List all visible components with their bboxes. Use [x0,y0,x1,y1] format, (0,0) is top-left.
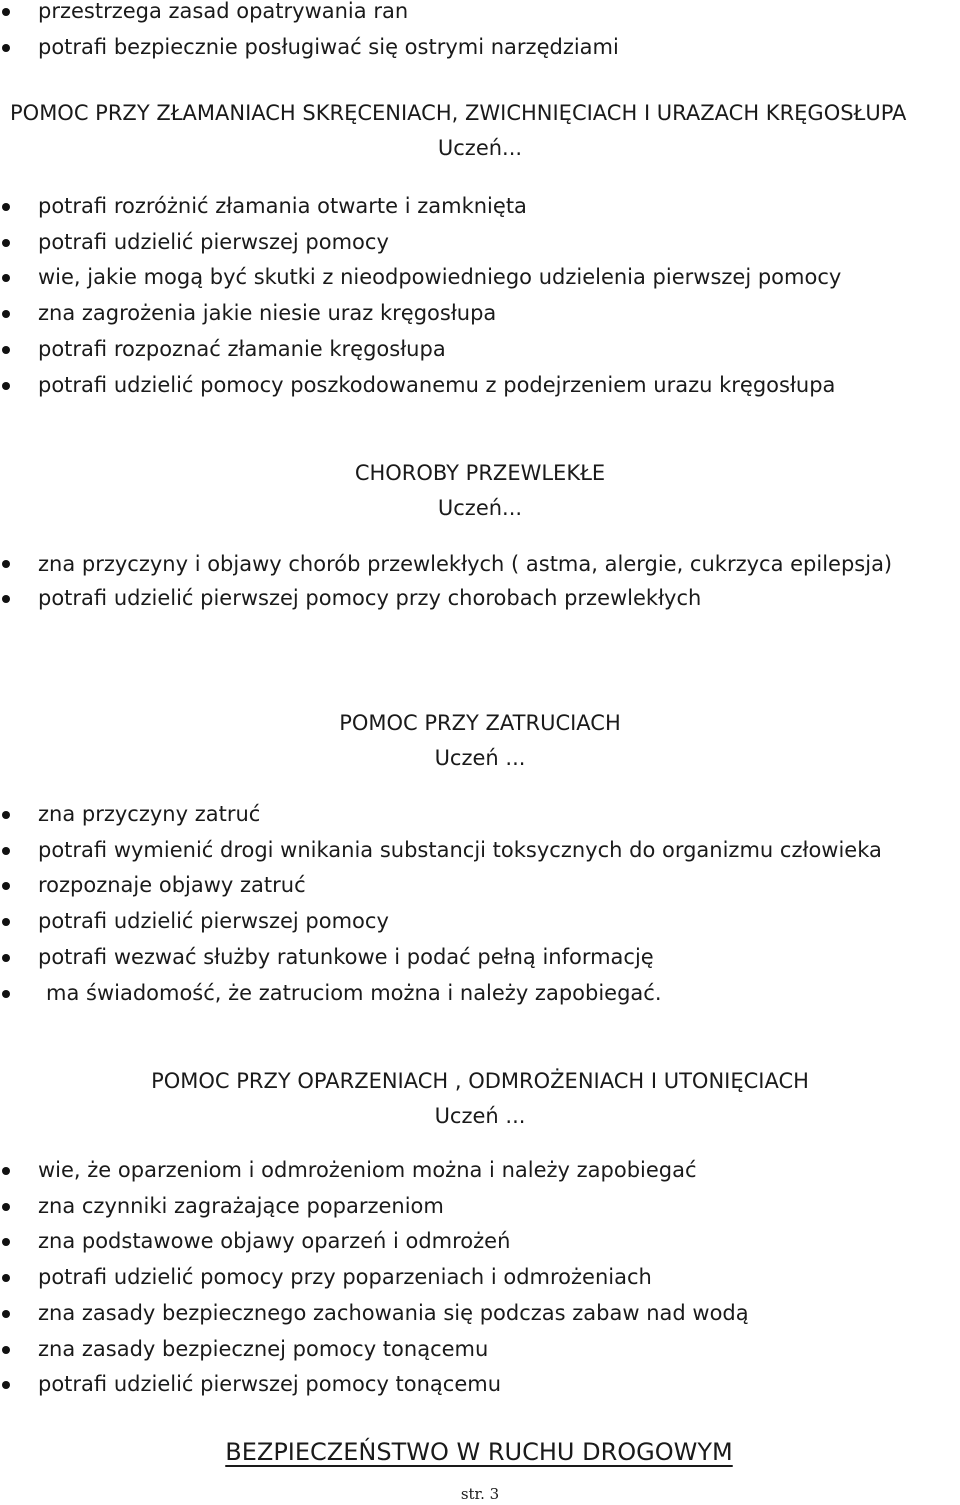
section-subheading: Uczeń ... [434,746,526,770]
list-item: przestrzega zasad opatrywania ran [0,0,958,30]
list-item: zna zasady bezpiecznego zachowania się podczas zabaw nad wodą [0,1296,958,1332]
section-heading-text: BEZPIECZEŃSTWO W RUCHU DROGOWYM [225,1438,733,1466]
list-item-text: ma świadomość, że zatruciom można i należy zapobiegać. [46,980,662,1005]
list-item: rozpoznaje objawy zatruć [0,868,958,904]
list-item: potrafi udzielić pomocy poszkodowanemu z podejrzeniem urazu kręgosłupa [0,368,958,404]
list-item: potrafi wezwać służby ratunkowe i podać pełną informację [0,940,958,976]
section-subheading: Uczeń... [437,136,523,160]
list-item [0,976,958,1012]
section-heading-fractures: POMOC PRZY ZŁAMANIACH SKRĘCENIACH, ZWICHNIĘCIACH I URAZACH KRĘGOSŁUPA [10,101,907,125]
fractures-list [0,189,958,403]
section-subheading: Uczeń ... [434,1104,526,1128]
burns-list [0,1153,958,1403]
section-heading-burns: POMOC PRZY OPARZENIACH , ODMROŻENIACH I UTONIĘCIACH [151,1069,809,1093]
list-item: potrafi udzielić pierwszej pomocy tonącemu [0,1367,958,1403]
list-item: zna czynniki zagrażające poparzeniom [0,1189,958,1225]
list-item: wie, że oparzeniom i odmrożeniom można i należy zapobiegać [0,1153,958,1189]
page-number: str. 3 [460,1485,500,1503]
poisoning-list [0,797,958,1011]
section-heading-road-safety [0,1435,959,1469]
list-item: zna przyczyny i objawy chorób przewlekłych ( astma, alergie, cukrzyca epilepsja) [0,547,958,581]
list-item: potrafi udzielić pierwszej pomocy przy chorobach przewlekłych [0,581,958,617]
list-item: potrafi rozpoznać złamanie kręgosłupa [0,332,958,368]
chronic-list [0,547,958,617]
section-subheading: Uczeń... [437,496,523,520]
list-item: zna zasady bezpiecznej pomocy tonącemu [0,1332,958,1368]
list-item: potrafi rozróżnić złamania otwarte i zamknięta [0,189,958,225]
list-item: wie, jakie mogą być skutki z nieodpowiedniego udzielenia pierwszej pomocy [0,260,958,296]
top-list [0,0,958,65]
section-heading-poisoning: POMOC PRZY ZATRUCIACH [339,711,621,735]
section-heading-chronic: CHOROBY PRZEWLEKŁE [354,461,606,485]
list-item: zna zagrożenia jakie niesie uraz kręgosłupa [0,296,958,332]
list-item: zna przyczyny zatruć [0,797,958,833]
list-item: potrafi udzielić pierwszej pomocy [0,904,958,940]
list-item: potrafi udzielić pierwszej pomocy [0,225,958,261]
list-item: potrafi bezpiecznie posługiwać się ostrymi narzędziami [0,30,958,66]
list-item: zna podstawowe objawy oparzeń i odmrożeń [0,1224,958,1260]
list-item: potrafi wymienić drogi wnikania substancji toksycznych do organizmu człowieka [0,833,958,869]
list-item: potrafi udzielić pomocy przy poparzeniach i odmrożeniach [0,1260,958,1296]
